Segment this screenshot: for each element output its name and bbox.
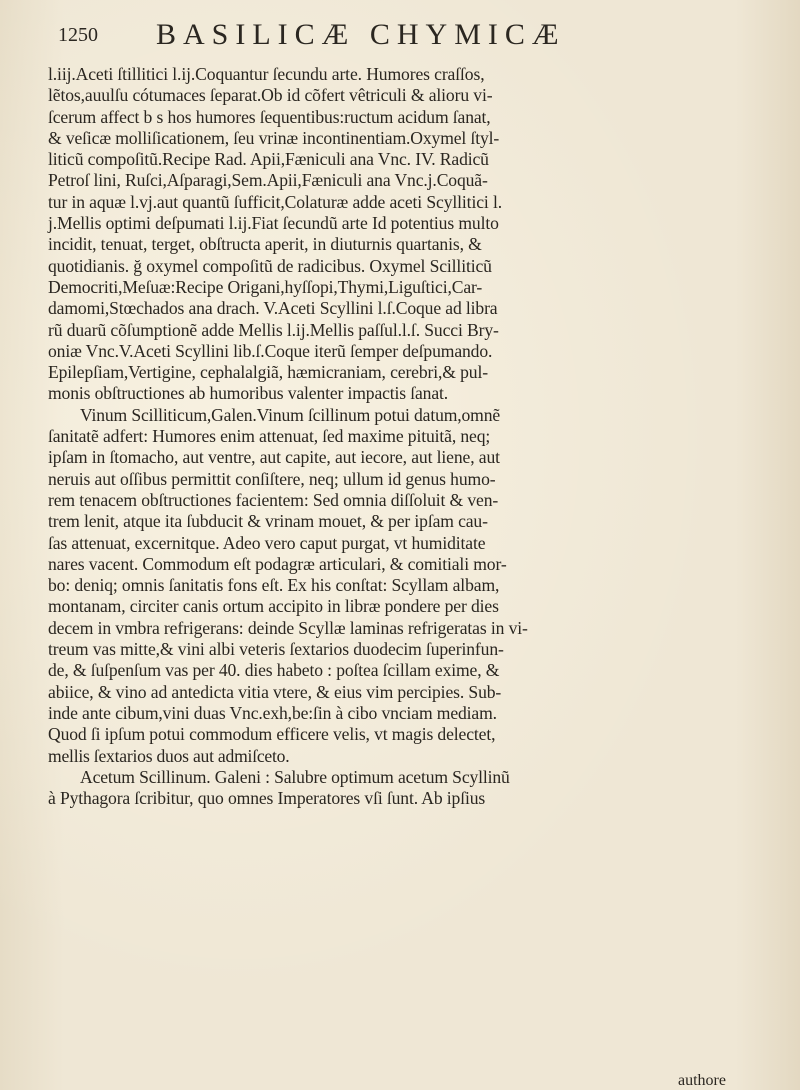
text-line: Vinum Scilliticum,Galen.Vinum ſcillinum potui datum,omnẽ — [80, 404, 501, 425]
body-text — [48, 64, 760, 809]
text-line: liticũ compoſitũ.Recipe Rad. Apii,Fæniculi ana Vnc. IV. Radicũ — [48, 149, 489, 170]
text-line: lẽtos,auulſu cótumaces ſeparat.Ob id cõfert vêtriculi & alioru vi- — [48, 85, 493, 106]
text-line: treum vas mitte,& vini albi veteris ſextarios duodecim ſuperinfun- — [48, 639, 504, 660]
text-line: quotidianis. ğ oxymel compoſitũ de radicibus. Oxymel Scilliticũ — [48, 255, 492, 276]
text-line: rũ duarũ cõſumptionẽ adde Mellis l.ij.Mellis paſſul.l.ſ. Succi Bry- — [48, 319, 499, 340]
text-line: à Pythagora ſcribitur, quo omnes Imperatores vſi ſunt. Ab ipſius — [48, 788, 486, 809]
text-line: abiice, & vino ad antedicta vitia vtere, & eius vim percipies. Sub- — [48, 681, 502, 702]
text-line: mellis ſextarios duos aut admiſceto. — [48, 745, 290, 766]
text-line: j.Mellis optimi deſpumati l.ij.Fiat ſecundũ arte Id potentius multo — [48, 213, 499, 234]
text-line: ſas attenuat, excernitque. Adeo vero caput purgat, vt humiditate — [48, 532, 486, 553]
text-line: Quod ſi ipſum potui commodum efficere velis, vt magis delectet, — [48, 724, 496, 745]
text-line: bo: deniq; omnis ſanitatis fons eſt. Ex his conſtat: Scyllam albam, — [48, 575, 500, 596]
text-line: Petroſ lini, Ruſci,Aſparagi,Sem.Apii,Fæniculi ana Vnc.j.Coquã- — [48, 170, 488, 191]
text-line: Acetum Scillinum. Galeni : Salubre optimum acetum Scyllinũ — [80, 766, 510, 787]
text-line: tur in aquæ l.vj.aut quantũ ſufficit,Colaturæ adde aceti Scyllitici l. — [48, 191, 502, 212]
text-line: montanam, circiter canis ortum accipito in libræ pondere per dies — [48, 596, 499, 617]
text-line: neruis aut oſſibus permittit conſiſtere, neq; ullum id genus humo- — [48, 468, 496, 489]
text-line: ipſam in ſtomacho, aut ventre, aut capite, aut iecore, aut liene, aut — [48, 447, 500, 468]
text-line: l.iij.Aceti ſtillitici l.ij.Coquantur ſecundu arte. Humores craſſos, — [48, 64, 485, 84]
text-line: Epilepſiam,Vertigine, cephalalgiã, hæmicraniam, cerebri,& pul- — [48, 362, 488, 383]
text-line: incidit, tenuat, terget, obſtructa aperit, in diuturnis quartanis, & — [48, 234, 482, 255]
text-line: & veſicæ molliſicationem, ſeu vrinæ incontinentiam.Oxymel ſtyl- — [48, 127, 500, 148]
text-line: rem tenacem obſtructiones facientem: Sed omnia diſſoluit & ven- — [48, 489, 499, 510]
text-line: ſanitatẽ adfert: Humores enim attenuat, ſed maxime pituitã, neq; — [48, 426, 491, 447]
catchword: authore — [678, 1072, 726, 1089]
text-line: de, & ſuſpenſum vas per 40. dies habeto : poſtea ſcillam exime, & — [48, 660, 500, 681]
text-line: ſcerum affect b s hos humores ſequentibus:ructum acidum ſanat, — [48, 106, 491, 127]
text-line: Democriti,Meſuæ:Recipe Origani,hyſſopi,Thymi,Liguſtici,Car- — [48, 276, 483, 297]
text-line: trem lenit, atque ita ſubducit & vrinam mouet, & per ipſam cau- — [48, 511, 488, 532]
text-line: decem in vmbra refrigerans: deinde Scyllæ laminas refrigeratas in vi- — [48, 617, 528, 638]
text-line: nares vacent. Commodum eſt podagræ articulari, & comitiali mor- — [48, 553, 507, 574]
text-line: monis obſtructiones ab humoribus valenter impactis ſanat. — [48, 383, 449, 404]
text-line: oniæ Vnc.V.Aceti Scyllini lib.ſ.Coque iterũ ſemper deſpumando. — [48, 340, 493, 361]
page-header — [58, 18, 758, 62]
running-title: BASILICÆ CHYMICÆ — [156, 18, 566, 51]
text-line: damomi,Stœchados ana drach. V.Aceti Scyllini l.ſ.Coque ad libra — [48, 298, 498, 319]
text-line: inde ante cibum,vini duas Vnc.exh,be:ſin à cibo vnciam mediam. — [48, 702, 497, 723]
page-number: 1250 — [58, 24, 98, 46]
